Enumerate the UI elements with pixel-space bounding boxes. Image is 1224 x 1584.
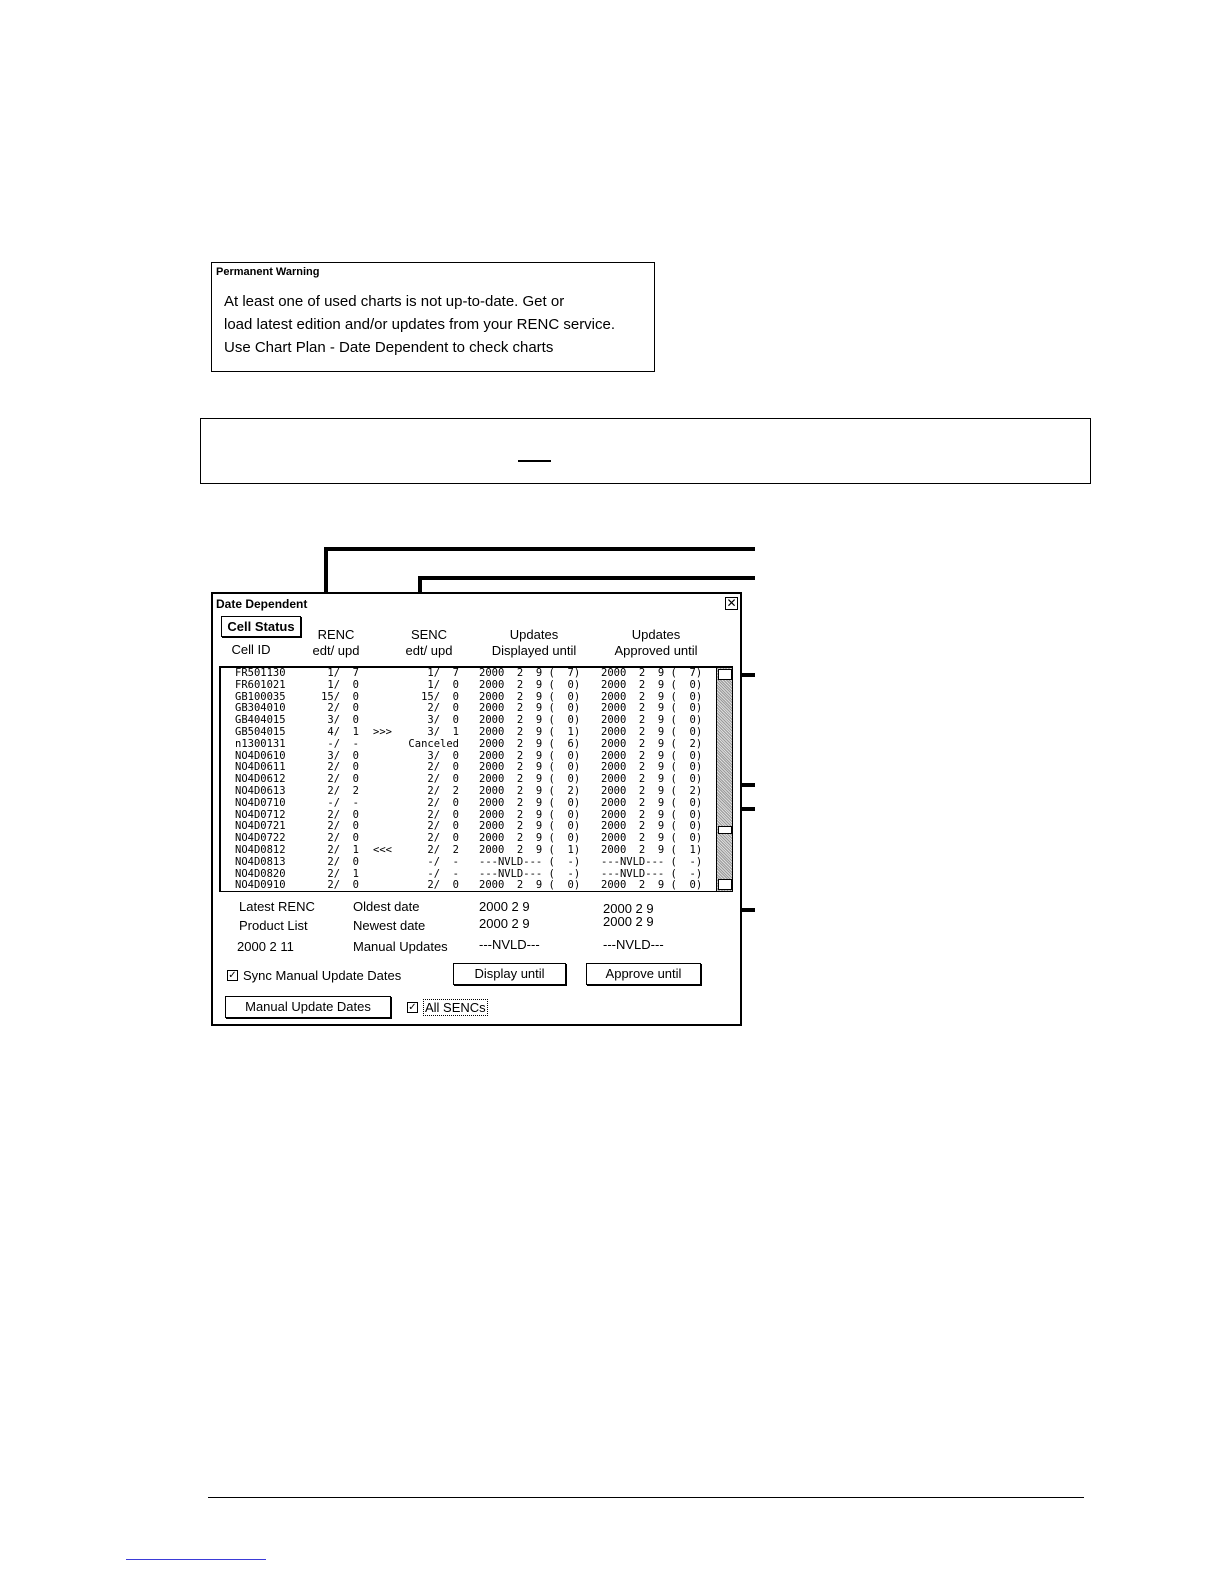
cell-id: GB304010 [235,702,286,715]
displayed-until: 2000 2 9 ( 0) [479,808,581,821]
cell-id: NO4D0710 [235,796,286,809]
cell-id: GB100035 [235,690,286,703]
displayed-until: 2000 2 9 ( 0) [479,879,581,892]
status-marker: <<< [373,843,392,856]
renc-edition: 2/ 0 [327,832,359,845]
header-senc-line1: SENC [410,627,448,642]
scroll-up-button[interactable] [718,669,732,680]
scroll-thumb[interactable] [718,826,732,834]
warning-line-3: Use Chart Plan - Date Dependent to check charts [224,339,554,356]
cell-id: n1300131 [235,737,286,750]
senc-edition: 2/ 0 [427,702,459,715]
table-row[interactable] [221,845,715,857]
senc-edition: 2/ 0 [427,879,459,892]
approved-until: 2000 2 9 ( 0) [601,761,703,774]
approved-until: ---NVLD--- ( -) [601,867,703,880]
check-icon: ✓ [228,970,237,981]
displayed-until: 2000 2 9 ( 1) [479,843,581,856]
displayed-until: 2000 2 9 ( 6) [479,737,581,750]
senc-edition: 2/ 2 [427,843,459,856]
cell-id: GB404015 [235,714,286,727]
senc-edition: 3/ 0 [427,714,459,727]
newest-date-label: Newest date [353,918,426,933]
renc-edition: 2/ 0 [327,820,359,833]
displayed-until: ---NVLD--- ( -) [479,867,581,880]
close-button[interactable] [725,597,738,610]
cell-id: NO4D0612 [235,773,286,786]
senc-edition: 2/ 0 [427,761,459,774]
approved-until: 2000 2 9 ( 0) [601,690,703,703]
senc-edition: 1/ 7 [427,667,459,679]
cell-status-button[interactable]: Cell Status [221,616,301,637]
approved-until: 2000 2 9 ( 2) [601,784,703,797]
displayed-until: 2000 2 9 ( 0) [479,773,581,786]
approved-until: 2000 2 9 ( 1) [601,843,703,856]
approved-until: 2000 2 9 ( 0) [601,820,703,833]
approved-until: 2000 2 9 ( 0) [601,773,703,786]
footer-rule [208,1497,1084,1498]
renc-edition: 1/ 0 [327,678,359,691]
approved-oldest-date: 2000 2 9 [603,901,654,916]
cell-id: NO4D0721 [235,820,286,833]
senc-edition: 2/ 0 [427,808,459,821]
header-displayed-line2: Displayed until [491,643,577,658]
senc-edition: 2/ 0 [427,832,459,845]
senc-edition: -/ - [427,855,459,868]
cell-id: NO4D0712 [235,808,286,821]
all-sencs-label: All SENCs [425,1000,486,1015]
approved-until: 2000 2 9 ( 0) [601,796,703,809]
approved-newest-date: 2000 2 9 [603,914,654,929]
sync-manual-update-checkbox[interactable] [227,970,238,981]
displayed-until: ---NVLD--- ( -) [479,855,581,868]
list-scrollbar[interactable] [716,668,732,892]
cell-id: NO4D0820 [235,867,286,880]
check-icon: ✓ [408,1002,417,1013]
displayed-newest-date: 2000 2 9 [479,916,530,931]
senc-edition: -/ - [427,867,459,880]
header-cell-id: Cell ID [231,642,271,657]
renc-edition: 2/ 1 [327,843,359,856]
approved-until: 2000 2 9 ( 0) [601,678,703,691]
header-approved-line1: Updates [631,627,681,642]
senc-edition: 15/ 0 [421,690,459,703]
date-dependent-dialog [211,592,742,1026]
header-senc-line2: edt/ upd [405,643,453,658]
product-list-label: Product List [239,918,308,933]
displayed-manual-updates: ---NVLD--- [479,937,540,952]
displayed-until: 2000 2 9 ( 0) [479,714,581,727]
cell-rows [221,668,715,892]
renc-edition: 2/ 0 [327,702,359,715]
approved-until: 2000 2 9 ( 0) [601,725,703,738]
renc-edition: 3/ 0 [327,749,359,762]
cell-id: NO4D0910 [235,879,286,892]
warning-line-2: load latest edition and/or updates from your RENC service. [224,316,616,333]
displayed-oldest-date: 2000 2 9 [479,899,530,914]
cell-id: NO4D0613 [235,784,286,797]
footer-link-underline[interactable] [126,1559,266,1560]
table-row[interactable] [221,857,715,869]
senc-edition: 1/ 0 [427,678,459,691]
renc-edition: 2/ 0 [327,773,359,786]
senc-edition: 2/ 0 [427,773,459,786]
cell-list[interactable] [219,666,733,892]
displayed-until: 2000 2 9 ( 0) [479,796,581,809]
senc-edition: 3/ 1 [427,725,459,738]
renc-edition: 2/ 0 [327,761,359,774]
displayed-until: 2000 2 9 ( 0) [479,749,581,762]
displayed-until: 2000 2 9 ( 0) [479,761,581,774]
cell-id: GB504015 [235,725,286,738]
cell-id: FR601021 [235,678,286,691]
cell-id: NO4D0610 [235,749,286,762]
table-row[interactable] [221,880,715,892]
approved-until: 2000 2 9 ( 0) [601,702,703,715]
approved-until: 2000 2 9 ( 0) [601,714,703,727]
renc-edition: 2/ 1 [327,867,359,880]
senc-edition: 2/ 2 [427,784,459,797]
renc-edition: 2/ 0 [327,855,359,868]
cell-id: NO4D0812 [235,843,286,856]
senc-edition: 2/ 0 [427,796,459,809]
renc-edition: -/ - [327,796,359,809]
approved-until: 2000 2 9 ( 0) [601,832,703,845]
renc-edition: 3/ 0 [327,714,359,727]
scroll-down-button[interactable] [718,879,732,890]
table-row[interactable] [221,680,715,692]
approved-until: 2000 2 9 ( 0) [601,749,703,762]
display-until-button[interactable]: Display until [453,963,566,985]
oldest-date-label: Oldest date [353,899,420,914]
displayed-until: 2000 2 9 ( 1) [479,725,581,738]
cell-id: NO4D0813 [235,855,286,868]
warning-title: Permanent Warning [216,266,320,278]
table-row[interactable] [221,786,715,798]
renc-edition: 15/ 0 [321,690,359,703]
renc-edition: 2/ 2 [327,784,359,797]
displayed-until: 2000 2 9 ( 0) [479,820,581,833]
renc-edition: 2/ 0 [327,879,359,892]
table-row[interactable] [221,798,715,810]
sync-manual-update-label: Sync Manual Update Dates [243,968,402,983]
status-marker: >>> [373,725,392,738]
displayed-until: 2000 2 9 ( 0) [479,832,581,845]
approved-until: 2000 2 9 ( 7) [601,667,703,679]
cell-id: FR501130 [235,667,286,679]
approved-until: 2000 2 9 ( 2) [601,737,703,750]
approve-until-button[interactable]: Approve until [586,963,701,985]
renc-edition: 1/ 7 [327,667,359,679]
renc-edition: 2/ 0 [327,808,359,821]
warning-line-1: At least one of used charts is not up-to-date. Get or [224,293,565,310]
displayed-until: 2000 2 9 ( 7) [479,667,581,679]
product-list-date: 2000 2 11 [237,939,294,954]
approved-until: 2000 2 9 ( 0) [601,879,703,892]
renc-edition: -/ - [327,737,359,750]
displayed-until: 2000 2 9 ( 0) [479,702,581,715]
manual-updates-label: Manual Updates [353,939,448,954]
displayed-until: 2000 2 9 ( 2) [479,784,581,797]
table-row[interactable] [221,739,715,751]
cell-id: NO4D0611 [235,761,286,774]
close-icon: ✕ [726,596,737,610]
dialog-title: Date Dependent [216,597,308,611]
senc-edition: Canceled [408,737,459,750]
header-renc-line1: RENC [317,627,355,642]
senc-edition: 3/ 0 [427,749,459,762]
header-renc-line2: edt/ upd [312,643,360,658]
manual-update-dates-button[interactable]: Manual Update Dates [225,996,391,1018]
cell-id: NO4D0722 [235,832,286,845]
approved-until: ---NVLD--- ( -) [601,855,703,868]
table-row[interactable] [221,727,715,739]
header-approved-line2: Approved until [614,643,698,658]
displayed-until: 2000 2 9 ( 0) [479,678,581,691]
displayed-until: 2000 2 9 ( 0) [479,690,581,703]
approved-until: 2000 2 9 ( 0) [601,808,703,821]
all-sencs-checkbox[interactable] [407,1002,418,1013]
approved-manual-updates: ---NVLD--- [603,937,664,952]
latest-renc-label: Latest RENC [239,899,315,914]
renc-edition: 4/ 1 [327,725,359,738]
senc-edition: 2/ 0 [427,820,459,833]
header-displayed-line1: Updates [509,627,559,642]
